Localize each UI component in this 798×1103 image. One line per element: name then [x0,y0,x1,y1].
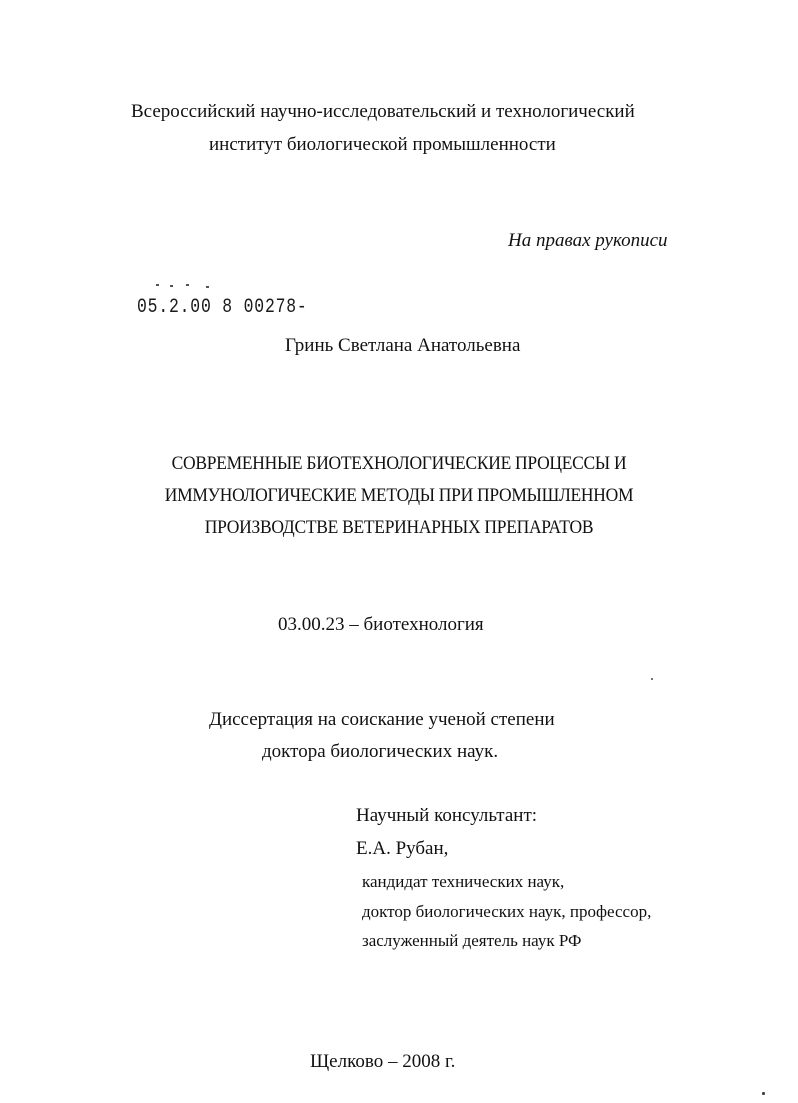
dissertation-title-line-3: ПРОИЗВОДСТВЕ ВЕТЕРИНАРНЫХ ПРЕПАРАТОВ [204,517,594,538]
consultant-label: Научный консультант: [356,805,538,826]
rights-notice: На правах рукописи [508,230,668,251]
degree-line-1: Диссертация на соискание ученой степени [209,709,555,730]
library-stamp-code: 05.2.00 8 00278- [137,296,308,319]
stamp-marks [156,284,216,290]
consultant-credential: кандидат технических наук, [362,872,565,891]
specialty-code: 03.00.23 – биотехнология [278,614,484,635]
degree-line-2: доктора биологических наук. [262,741,499,762]
place-and-year: Щелково – 2008 г. [310,1051,456,1072]
institution-name-line-1: Всероссийский научно-исследовательский и технологический [131,101,635,122]
dissertation-title-line-2: ИММУНОЛОГИЧЕСКИЕ МЕТОДЫ ПРИ ПРОМЫШЛЕННОМ [164,485,634,506]
institution-name-line-2: институт биологической промышленности [209,134,556,155]
consultant-name: Е.А. Рубан, [356,838,449,859]
scan-speck [651,678,653,680]
dissertation-title-line-1: СОВРЕМЕННЫЕ БИОТЕХНОЛОГИЧЕСКИЕ ПРОЦЕССЫ И [171,453,627,474]
scan-speck [762,1092,765,1095]
author-name: Гринь Светлана Анатольевна [285,335,521,356]
consultant-credential: доктор биологических наук, профессор, [362,902,652,921]
consultant-credential: заслуженный деятель наук РФ [362,931,582,950]
